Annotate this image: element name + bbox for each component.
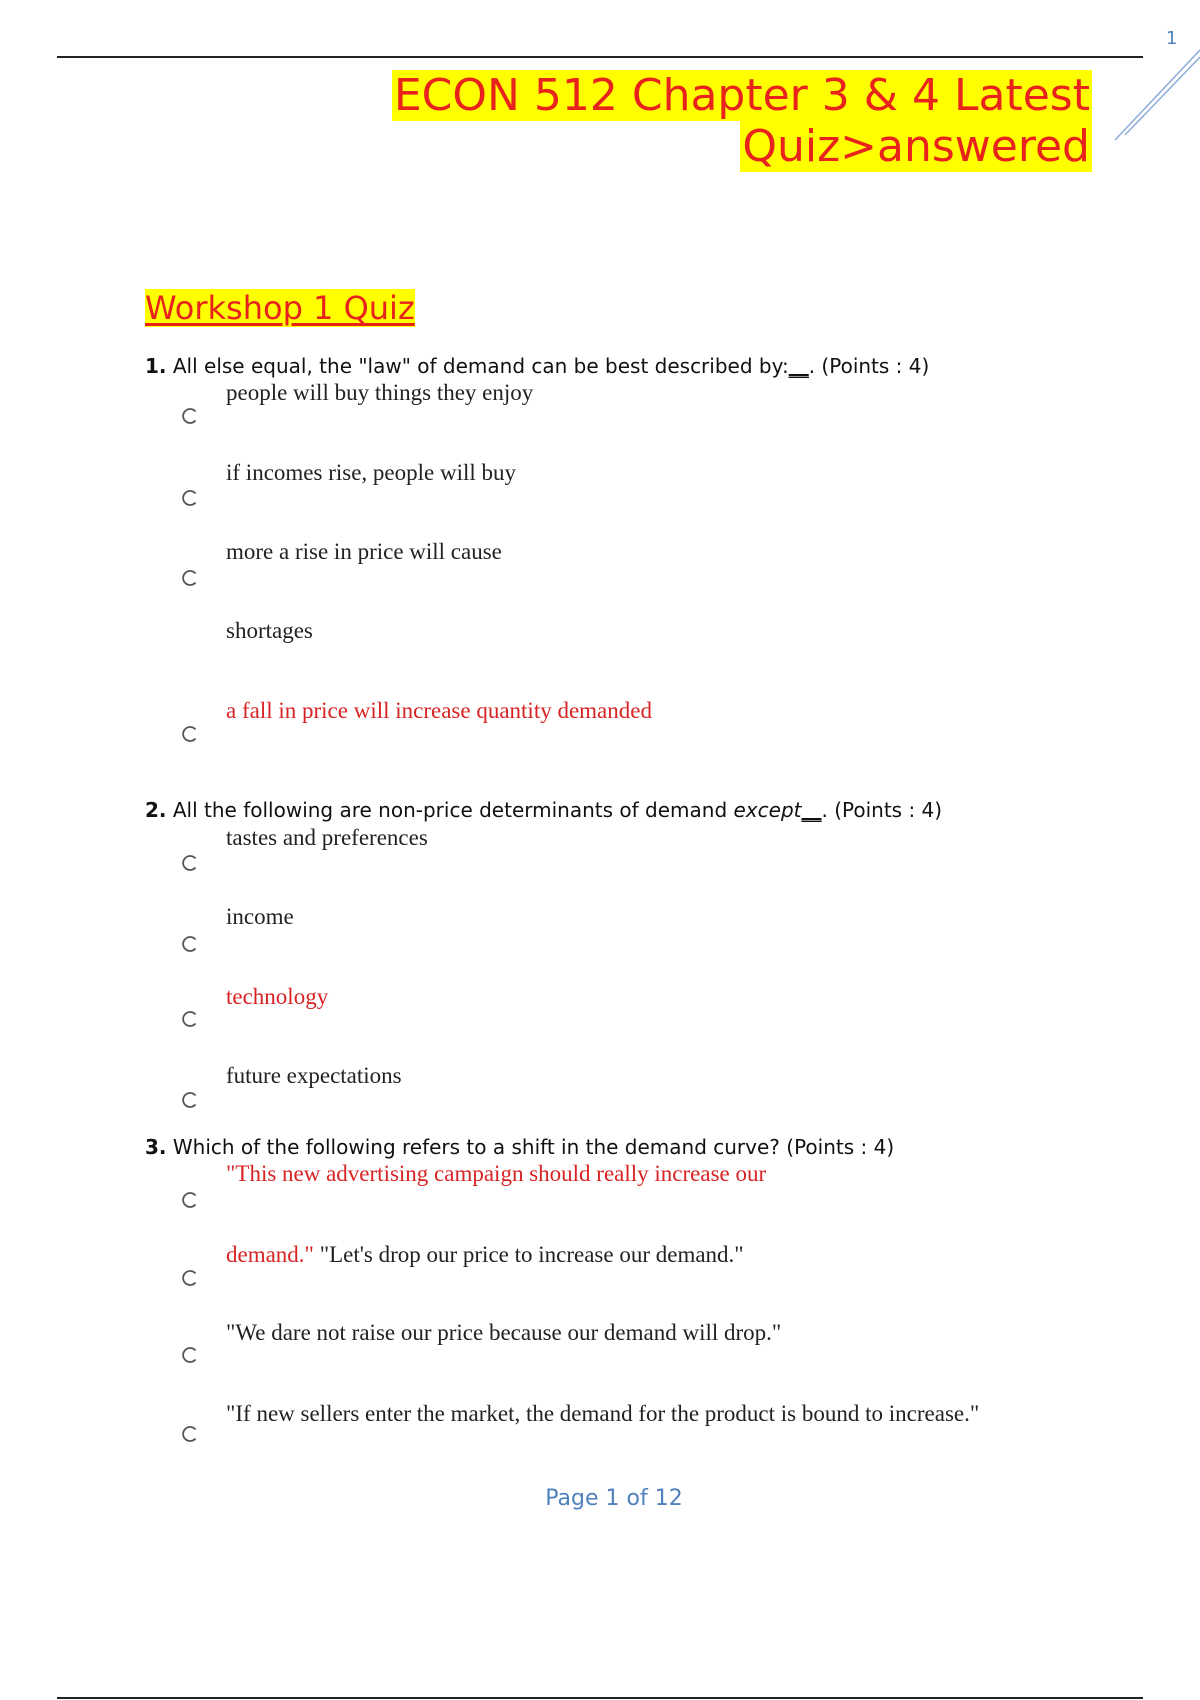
option-text: future expectations	[226, 1063, 402, 1088]
option-text: shortages	[226, 618, 313, 643]
radio-button[interactable]	[181, 1091, 199, 1109]
question-text: Which of the following refers to a shift in the demand curve? (Points : 4)	[172, 1135, 895, 1159]
radio-button[interactable]	[181, 935, 199, 953]
radio-icon	[181, 854, 199, 872]
question-number: 1.	[145, 354, 167, 378]
question-number: 3.	[145, 1135, 167, 1159]
option-text: tastes and preferences	[226, 825, 428, 850]
radio-button[interactable]	[181, 569, 199, 587]
question-text: All else equal, the "law" of demand can be best described by:	[172, 354, 789, 378]
radio-icon	[181, 1346, 199, 1364]
option-text	[226, 1242, 744, 1268]
radio-icon	[181, 569, 199, 587]
section-heading-text: Workshop 1 Quiz	[145, 289, 415, 327]
question-blank: __	[801, 798, 822, 822]
option-text: "If new sellers enter the market, the demand for the product is bound to increase."	[226, 1401, 980, 1426]
radio-button[interactable]	[181, 1346, 199, 1364]
question-3	[145, 1135, 894, 1159]
document-title	[392, 70, 1092, 172]
option-text: people will buy things they enjoy	[226, 380, 534, 405]
radio-icon	[181, 407, 199, 425]
radio-icon	[181, 1269, 199, 1287]
option-text: more a rise in price will cause	[226, 539, 502, 564]
radio-icon	[181, 1010, 199, 1028]
option-text-correct-answer-continued: demand."	[226, 1242, 314, 1267]
question-points: . (Points : 4)	[808, 354, 930, 378]
page-footer: Page 1 of 12	[545, 1486, 683, 1511]
question-1	[145, 354, 929, 378]
radio-icon	[181, 489, 199, 507]
option-text-correct-answer: technology	[226, 984, 329, 1009]
radio-button[interactable]	[181, 407, 199, 425]
radio-button[interactable]	[181, 1269, 199, 1287]
radio-icon	[181, 725, 199, 743]
title-line-1: ECON 512 Chapter 3 & 4 Latest	[393, 70, 1090, 121]
radio-icon	[181, 1425, 199, 1443]
section-heading	[145, 288, 415, 328]
radio-button[interactable]	[181, 1191, 199, 1209]
radio-icon	[181, 1191, 199, 1209]
radio-button[interactable]	[181, 489, 199, 507]
option-text-correct-answer: a fall in price will increase quantity demanded	[226, 698, 652, 723]
question-2	[145, 798, 942, 822]
question-emphasis: except	[733, 798, 802, 822]
option-text-correct-answer: "This new advertising campaign should really increase our	[226, 1161, 767, 1186]
question-text: All the following are non-price determinants of demand	[172, 798, 734, 822]
question-blank: __	[788, 354, 809, 378]
option-text: if incomes rise, people will buy	[226, 460, 516, 485]
option-text: "Let's drop our price to increase our demand."	[313, 1242, 744, 1267]
radio-icon	[181, 1091, 199, 1109]
footer-rule	[57, 1697, 1143, 1699]
question-points: . (Points : 4)	[821, 798, 943, 822]
title-line-2: Quiz>answered	[742, 121, 1090, 172]
radio-button[interactable]	[181, 854, 199, 872]
radio-icon	[181, 935, 199, 953]
question-number: 2.	[145, 798, 167, 822]
radio-button[interactable]	[181, 1425, 199, 1443]
radio-button[interactable]	[181, 1010, 199, 1028]
option-text: income	[226, 904, 294, 929]
header-rule	[57, 56, 1143, 58]
corner-decoration-icon	[1100, 45, 1200, 145]
corner-page-number: 1	[1166, 28, 1178, 49]
radio-button[interactable]	[181, 725, 199, 743]
option-text: "We dare not raise our price because our demand will drop."	[226, 1320, 782, 1345]
